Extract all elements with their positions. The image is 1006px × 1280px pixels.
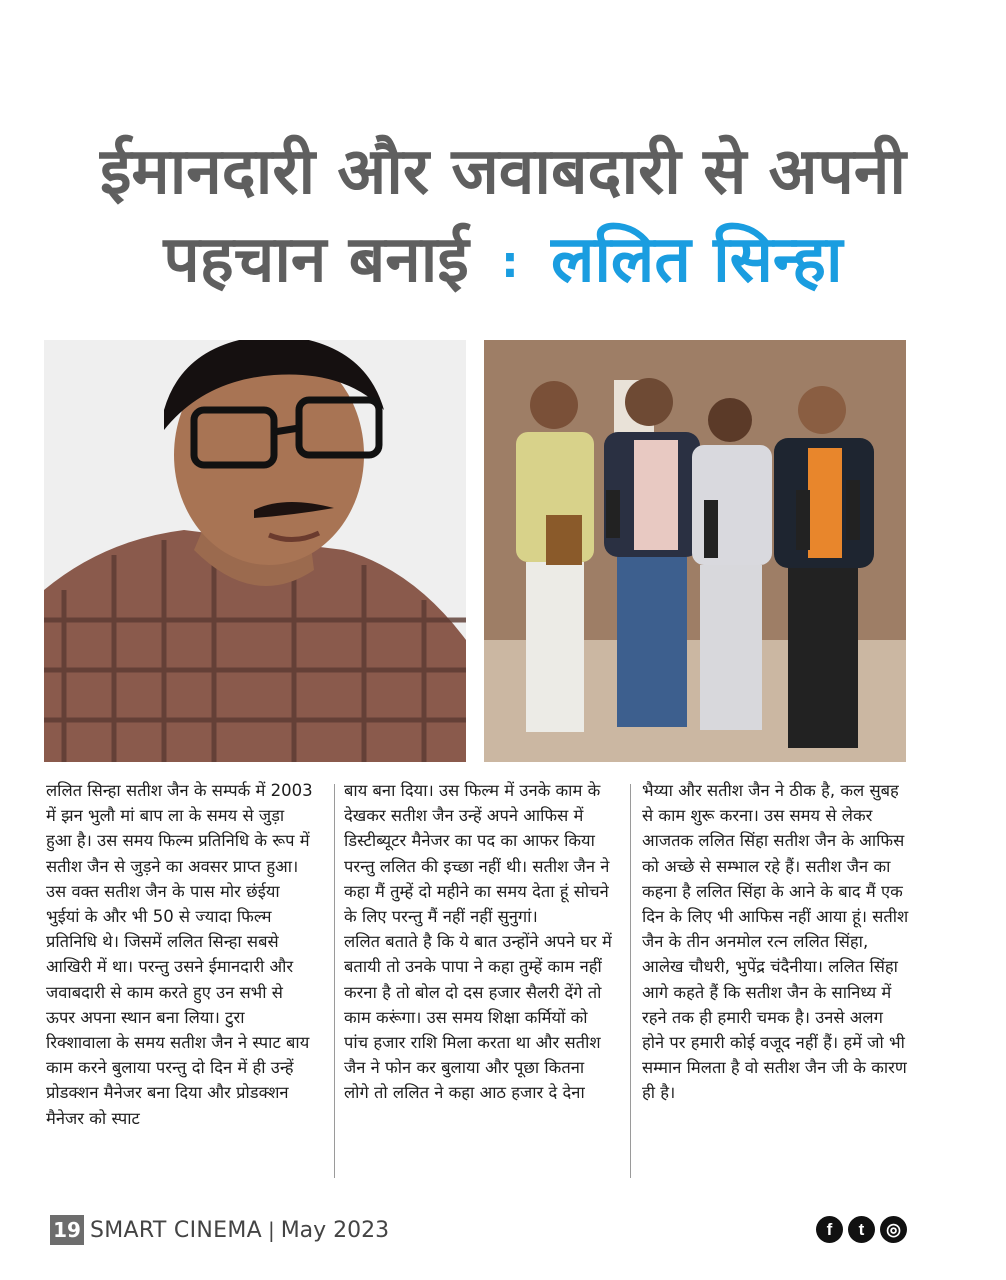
group-photo-illustration xyxy=(484,340,906,762)
issue-date: May 2023 xyxy=(280,1217,390,1243)
article-column-2 xyxy=(344,778,612,1178)
group-award-photo xyxy=(484,340,906,762)
portrait-photo xyxy=(44,340,466,762)
headline-name: ललित सिन्हा xyxy=(550,223,843,297)
headline-separator: : xyxy=(501,237,519,289)
column-1-paragraph-1: ललित सिन्हा सतीश जैन के सम्पर्क में 2003 में झन भुलौ मां बाप ला के समय से जुड़ा हुआ है। उस समय फिल्म प्रतिनिधि के रूप में सतीश जैन से जुड़ने का अवसर प्राप्त हुआ। उस वक्त सतीश जैन के पास मोर छंईया भुईयां के और भी 50 से ज्यादा फिल्म प्रतिनिधि थे। जिसमें ललित सिन्हा सबसे आखिरी में था। परन्तु उसने ईमानदारी और जवाबदारी से काम करते हुए उन सभी से ऊपर अपना स्थान बना लिया। टुरा रिक्शावाला के समय सतीश जैन ने स्पाट बाय काम करने बुलाया परन्तु दो दिन में ही उन्हें प्रोडक्शन मैनेजर बना दिया और प्रोडक्शन मैनेजर को स्पाट xyxy=(46,781,313,1128)
column-2-paragraph-1: बाय बना दिया। उस फिल्म में उनके काम के देखकर सतीश जैन उन्हें अपने आफिस में डिस्टीब्यूटर मैनेजर का पद का आफर किया परन्तु ललित की इच्छा नहीं थी। सतीश जैन ने कहा मैं तुम्हें दो महीने का समय देता हूं सोचने के लिए परन्तु मैं नहीं नहीं सुनुगां। xyxy=(344,781,610,927)
footer-divider: | xyxy=(267,1218,275,1242)
article-headline xyxy=(0,128,1006,307)
facebook-icon[interactable]: f xyxy=(816,1216,843,1243)
page-number: 19 xyxy=(50,1215,84,1245)
column-divider-2 xyxy=(630,784,631,1178)
page-footer xyxy=(50,1214,389,1246)
column-3-paragraph-1: भैय्या और सतीश जैन ने ठीक है, कल सुबह से काम शुरू करना। उस समय से लेकर आजतक ललित सिंहा सतीश जैन के आफिस को अच्छे से सम्भाल रहे हैं। सतीश जैन का कहना है ललित सिंहा के आने के बाद मैं एक दिन के लिए भी आफिस नहीं आया हूं। सतीश जैन के तीन अनमोल रत्न ललित सिंहा, आलेख चौधरी, भुपेंद्र चंदैनीया। ललित सिंहा आगे कहते हैं कि सतीश जैन के सानिध्य में रहने तक ही हमारी चमक है। उनसे अलग होने पर हमारी कोई वजूद नहीं हैं। हमें जो भी सम्मान मिलता है वो सतीश जैन जी के कारण ही है। xyxy=(642,781,909,1103)
headline-line-2-prefix: पहचान बनाई xyxy=(163,223,469,297)
portrait-illustration xyxy=(44,340,466,762)
social-links xyxy=(816,1216,907,1243)
headline-line-1: ईमानदारी और जवाबदारी से अपनी xyxy=(100,135,906,209)
article-column-3 xyxy=(642,778,910,1178)
twitter-icon[interactable]: t xyxy=(848,1216,875,1243)
magazine-name: SMART CINEMA xyxy=(90,1217,262,1243)
column-divider-1 xyxy=(334,784,335,1178)
article-column-1 xyxy=(46,778,314,1178)
instagram-icon[interactable]: ◎ xyxy=(880,1216,907,1243)
article-body xyxy=(44,778,909,1188)
column-2-paragraph-2: ललित बताते है कि ये बात उन्होंने अपने घर में बतायी तो उनके पापा ने कहा तुम्हें काम नहीं करना है तो बोल दो दस हजार सैलरी देंगे तो काम करूंगा। उस समय शिक्षा कर्मियों को पांच हजार राशि मिला करता था और सतीश जैन ने फोन कर बुलाया और पूछा कितना लोगे तो ललित ने कहा आठ हजार दे देना xyxy=(344,932,612,1103)
headline-line-2 xyxy=(0,216,1006,307)
